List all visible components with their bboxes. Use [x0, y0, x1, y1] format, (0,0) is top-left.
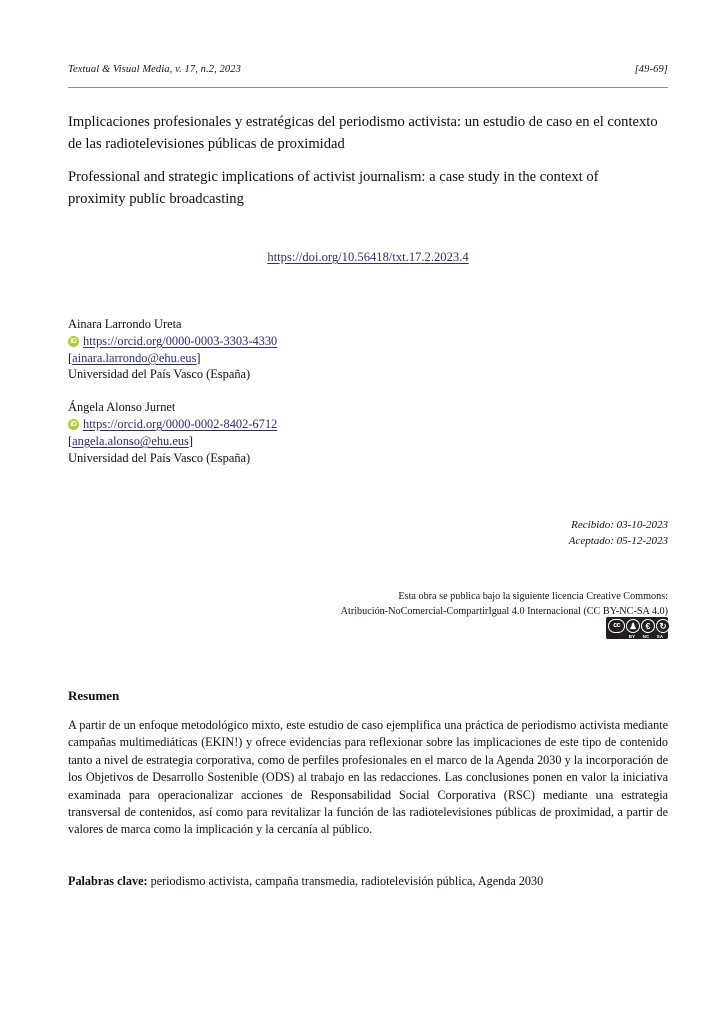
email-line [68, 351, 201, 365]
bracket-close: ] [188, 433, 193, 448]
bracket-open: [ [68, 433, 73, 448]
cc-by-icon [626, 619, 640, 633]
orcid-link[interactable]: https://orcid.org/0000-0003-3303-4330 [83, 333, 278, 348]
bracket-close: ] [196, 350, 201, 365]
cc-badge-labels [625, 634, 667, 639]
cc-badge-icons [608, 619, 670, 633]
bracket-open: [ [68, 350, 73, 365]
orcid-line [68, 333, 488, 350]
title-spanish: Implicaciones profesionales y estratégicas del periodismo activista: un estudio de caso en el contexto de las radiotelevisiones públicas de proximidad [68, 114, 658, 152]
author-affiliation: Universidad del País Vasco (España) [68, 450, 251, 465]
submission-dates [68, 518, 668, 549]
doi-line [68, 250, 668, 265]
author-name: Ángela Alonso Jurnet [68, 400, 176, 415]
cc-nc-glyph: € [645, 621, 651, 631]
license-line-2: Atribución-NoComercial-CompartirIgual 4.0 Internacional (CC BY-NC-SA 4.0) [340, 605, 668, 617]
orcid-link[interactable]: https://orcid.org/0000-0002-8402-6712 [83, 416, 278, 431]
orcid-icon-label: iD [70, 420, 77, 428]
cc-label-sa: SA [656, 633, 664, 639]
title-english: Professional and strategic implications of activist journalism: a case study in the context of proximity public broadcasting [68, 169, 599, 207]
email-link[interactable]: ainara.larrondo@ehu.eus [72, 350, 197, 365]
cc-sa-glyph: ↻ [659, 621, 667, 631]
cc-label-by: BY [628, 633, 636, 639]
license-badge-wrap [68, 617, 668, 639]
author-name: Ainara Larrondo Ureta [68, 317, 182, 331]
keywords-label: Palabras clave: [68, 874, 148, 888]
keywords-values: periodismo activista, campaña transmedia, radiotelevisión pública, Agenda 2030 [147, 874, 544, 888]
author-affiliation: Universidad del País Vasco (España) [68, 367, 251, 382]
header-divider [68, 87, 668, 88]
keywords-line [68, 873, 668, 890]
orcid-id-icon [68, 336, 79, 347]
author-list [68, 316, 488, 466]
abstract-heading: Resumen [68, 688, 120, 703]
doi-link[interactable]: https://doi.org/10.56418/txt.17.2.2023.4 [267, 250, 469, 264]
cc-nc-icon [641, 619, 655, 633]
accepted-date: Aceptado: 05-12-2023 [568, 534, 668, 547]
orcid-line [68, 416, 488, 433]
orcid-id-icon [68, 419, 79, 430]
email-link[interactable]: angela.alonso@ehu.eus [72, 433, 189, 448]
creative-commons-badge-icon[interactable] [606, 617, 668, 639]
received-date: Recibido: 03-10-2023 [571, 519, 668, 531]
orcid-icon-label: iD [70, 337, 77, 345]
running-head [68, 64, 668, 75]
abstract-body: A partir de un enfoque metodológico mixto, este estudio de caso ejemplifica una práctica de periodismo activista mediante campañas multimediáticas (EKIN!) y ofrece evidencias para reflexionar sobre las implicaciones de este tipo de contenido tanto a nivel de estrategia corporativa, como de perfiles profesionales en el marco de la Agenda 2030 y la incorporación de los Objetivos de Desarrollo Sostenible (ODS) al trabajo en las redacciones. Las conclusiones ponen en valor la iniciativa examinada para operacionalizar acciones de Responsabilidad Social Corporativa (RSC) mediante una estrategia transversal de contenidos, así como para revitalizar la función de las radiotelevisiones públicas de proximidad, a partir de valores de marca como la implicación y la cercanía al público. [68, 718, 668, 837]
page-range: [49-69] [634, 64, 668, 75]
cc-sa-icon [656, 619, 670, 633]
cc-logo-text: cc [613, 622, 620, 629]
cc-label-nc: NC [642, 633, 650, 639]
journal-reference: Textual & Visual Media, v. 17, n.2, 2023 [68, 64, 241, 75]
author-block [68, 316, 488, 383]
author-block [68, 399, 488, 466]
email-line [68, 434, 193, 448]
license-line-1: Esta obra se publica bajo la siguiente licencia Creative Commons: [398, 591, 668, 602]
cc-by-glyph: ♟ [629, 621, 637, 631]
cc-logo-icon [608, 619, 625, 633]
license-notice [68, 590, 668, 619]
